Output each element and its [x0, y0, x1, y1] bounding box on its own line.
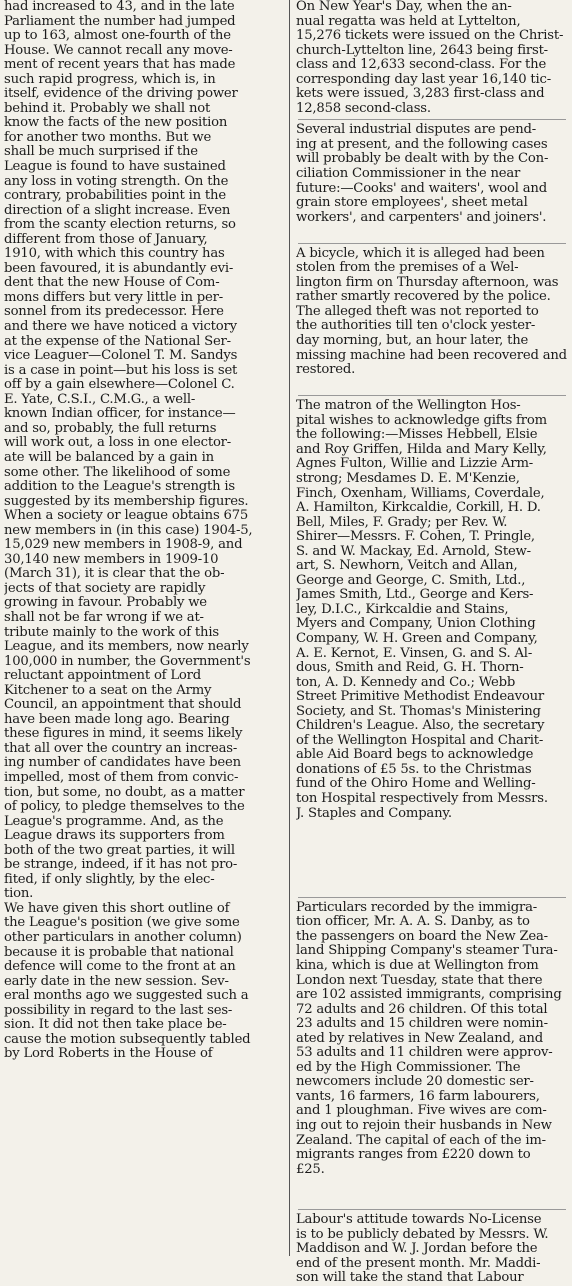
- text-line: by Lord Roberts in the House of: [4, 1047, 213, 1062]
- text-line: art, S. Newhorn, Veitch and Allan,: [296, 559, 518, 574]
- paragraph-disputes: [296, 123, 568, 239]
- text-line: fited, if only slightly, by the elec-: [4, 872, 215, 887]
- text-line: [296, 225, 568, 240]
- text-line: (March 31), it is clear that the ob-: [4, 567, 225, 582]
- text-line: Society, and St. Thomas's Ministering: [296, 704, 541, 719]
- text-line: ton, A. D. Kennedy and Co.; Webb: [296, 675, 516, 690]
- text-line: [4, 1062, 280, 1077]
- text-line: [296, 879, 568, 894]
- text-line: Finch, Oxenham, Williams, Coverdale,: [296, 486, 545, 501]
- text-line: mons differs but very little in per-: [4, 290, 223, 305]
- text-line: A. Hamilton, Kirkcaldie, Corkill, H. D.: [296, 501, 541, 516]
- text-line: end of the present month. Mr. Maddi-: [296, 1256, 541, 1271]
- text-line: will work out, a loss in one elector-: [4, 436, 232, 451]
- text-line: Labour's attitude towards No-License: [296, 1213, 542, 1228]
- text-line: Particulars recorded by the immigra-: [296, 900, 537, 915]
- text-line: Agnes Fulton, Willie and Lizzie Arm-: [296, 457, 534, 472]
- text-line: ing number of candidates have been: [4, 756, 241, 771]
- text-line: ment of recent years that has made: [4, 58, 236, 73]
- text-line: and there we have noticed a victory: [4, 320, 237, 335]
- text-line: [4, 1178, 280, 1193]
- text-line: such rapid progress, which is, in: [4, 72, 216, 87]
- text-line: sion. It did not then take place be-: [4, 1018, 227, 1033]
- text-line: is a case in point—but his loss is set: [4, 363, 238, 378]
- text-line: tion officer, Mr. A. A. S. Danby, as to: [296, 915, 530, 930]
- text-line: donations of £5 5s. to the Christmas: [296, 762, 532, 777]
- text-line: some other. The likelihood of some: [4, 465, 231, 480]
- text-line: early date in the new session. Sev-: [4, 974, 229, 989]
- text-line: fund of the Ohiro Home and Welling-: [296, 777, 536, 792]
- text-line: class and 12,633 second-class. For the: [296, 58, 547, 73]
- column-rule: [289, 0, 290, 1256]
- text-line: up to 163, almost one-fourth of the: [4, 29, 231, 44]
- text-line: [296, 821, 568, 836]
- text-line: behind it. Probably we shall not: [4, 101, 211, 116]
- text-line: son will take the stand that Labour: [296, 1271, 524, 1286]
- text-line: House. We cannot recall any move-: [4, 43, 233, 58]
- text-line: and 1 ploughman. Five wives are com-: [296, 1104, 547, 1119]
- text-line: these figures in mind, it seems likely: [4, 727, 243, 742]
- text-line: off by a gain elsewhere—Colonel C.: [4, 378, 235, 393]
- text-line: On New Year's Day, when the an-: [296, 0, 512, 14]
- text-line: pital wishes to acknowledge gifts from: [296, 413, 547, 428]
- text-line: cause the motion subsequently tabled: [4, 1032, 251, 1047]
- text-line: church-Lyttelton line, 2643 being first-: [296, 43, 548, 58]
- text-line: Council, an appointment that should: [4, 698, 242, 713]
- text-line: When a society or league obtains 675: [4, 509, 249, 524]
- text-line: Children's League. Also, the secretary: [296, 719, 545, 734]
- text-line: League, and its members, now nearly: [4, 640, 249, 655]
- text-line: tribute mainly to the work of this: [4, 625, 219, 640]
- text-line: ate will be balanced by a gain in: [4, 450, 214, 465]
- paragraph-divider: [296, 116, 568, 123]
- text-line: S. and W. Mackay, Ed. Arnold, Stew-: [296, 544, 531, 559]
- text-line: 100,000 in number, the Government's: [4, 654, 251, 669]
- text-line: jects of that society are rapidly: [4, 581, 206, 596]
- text-line: of the Wellington Hospital and Charit-: [296, 733, 544, 748]
- text-line: known Indian officer, for instance—: [4, 407, 236, 422]
- text-line: and so, probably, the full returns: [4, 421, 217, 436]
- text-line: kina, which is due at Wellington from: [296, 959, 539, 973]
- text-line: suggested by its membership figures.: [4, 494, 249, 509]
- text-line: restored.: [296, 363, 356, 378]
- text-line: [4, 1164, 280, 1179]
- text-line: ed by the High Commissioner. The: [296, 1060, 521, 1075]
- text-line: 30,140 new members in 1909-10: [4, 552, 219, 567]
- text-line: 15,276 tickets were issued on the Christ-: [296, 29, 564, 44]
- text-line: [4, 1120, 280, 1135]
- text-line: George and George, C. Smith, Ltd.,: [296, 573, 526, 588]
- text-line: [296, 1192, 568, 1207]
- text-line: League is found to have sustained: [4, 160, 226, 175]
- text-line: be strange, indeed, if it has not pro-: [4, 858, 238, 873]
- text-line: land Shipping Company's steamer Tura-: [296, 944, 558, 959]
- text-line: the passengers on board the New Zea-: [296, 929, 548, 944]
- text-line: both of the two great parties, it will: [4, 843, 235, 858]
- text-line: reluctant appointment of Lord: [4, 669, 201, 684]
- text-line: able Aid Board begs to acknowledge: [296, 748, 534, 763]
- text-line: future:—Cooks' and waiters', wool and: [296, 181, 547, 196]
- text-line: League draws its supporters from: [4, 829, 225, 844]
- text-line: ciliation Commissioner in the near: [296, 167, 521, 182]
- paragraph-regatta: [296, 0, 568, 116]
- text-line: [4, 1207, 280, 1222]
- text-line: eral months ago we suggested such a: [4, 989, 249, 1004]
- text-line: the authorities till ten o'clock yester-: [296, 319, 536, 334]
- text-line: tion, but some, no doubt, as a matter: [4, 785, 245, 800]
- text-line: strong; Mesdames D. E. M'Kenzie,: [296, 471, 520, 486]
- text-line: 12,858 second-class.: [296, 101, 431, 116]
- text-line: dent that the new House of Com-: [4, 276, 220, 291]
- paragraph-divider: [296, 894, 568, 901]
- text-line: The alleged theft was not reported to: [296, 304, 539, 319]
- text-line: shall be much surprised if the: [4, 145, 198, 160]
- paragraph-bicycle: [296, 247, 568, 392]
- text-line: Several industrial disputes are pend-: [296, 123, 537, 138]
- text-line: stolen from the premises of a Wel-: [296, 261, 519, 276]
- text-line: grain store employees', sheet metal: [296, 196, 528, 211]
- text-line: Parliament the number had jumped: [4, 14, 236, 29]
- text-line: Bell, Miles, F. Grady; per Rev. W.: [296, 515, 508, 530]
- text-line: dous, Smith and Reid, G. H. Thorn-: [296, 661, 524, 676]
- text-line: Kitchener to a seat on the Army: [4, 683, 212, 698]
- text-line: workers', and carpenters' and joiners'.: [296, 210, 547, 225]
- text-line: [296, 378, 568, 393]
- text-line: Myers and Company, Union Clothing: [296, 617, 536, 632]
- text-line: had increased to 43, and in the late: [4, 0, 235, 14]
- text-line: [4, 1106, 280, 1121]
- text-line: [4, 1149, 280, 1164]
- paragraph-immigration: [296, 901, 568, 1206]
- right-column: [296, 0, 568, 1286]
- text-line: tion.: [4, 887, 34, 902]
- text-line: We have given this short outline of: [4, 901, 230, 916]
- text-line: itself, evidence of the driving power: [4, 87, 238, 102]
- paragraph-league: [4, 0, 280, 1091]
- text-line: nual regatta was held at Lyttelton,: [296, 14, 521, 29]
- text-line: ton Hospital respectively from Messrs.: [296, 791, 548, 806]
- paragraph-labour: [296, 1213, 568, 1286]
- text-line: contrary, probabilities point in the: [4, 189, 226, 204]
- text-line: new members in (in this case) 1904-5,: [4, 523, 253, 538]
- text-line: possibility in regard to the last ses-: [4, 1003, 233, 1018]
- text-line: is to be publicly debated by Messrs. W.: [296, 1227, 549, 1242]
- text-line: missing machine had been recovered and: [296, 348, 567, 363]
- text-line: [296, 865, 568, 880]
- text-line: [296, 836, 568, 851]
- text-line: Shirer—Messrs. F. Cohen, T. Pringle,: [296, 530, 535, 545]
- text-line: have been made long ago. Bearing: [4, 712, 230, 727]
- text-line: ing at present, and the following cases: [296, 137, 548, 152]
- paragraph-divider: [296, 240, 568, 247]
- text-line: [4, 1076, 280, 1091]
- text-line: different from those of January,: [4, 232, 208, 247]
- text-line: know the facts of the new position: [4, 116, 228, 131]
- text-line: 1910, with which this country has: [4, 247, 225, 262]
- text-line: Maddison and W. J. Jordan before the: [296, 1242, 538, 1257]
- text-line: growing in favour. Probably we: [4, 596, 207, 611]
- text-line: 53 adults and 11 children were approv-: [296, 1046, 553, 1061]
- text-line: lington firm on Thursday afternoon, was: [296, 275, 559, 290]
- text-line: will probably be dealt with by the Con-: [296, 152, 549, 167]
- text-line: vants, 16 farmers, 16 farm labourers,: [296, 1089, 540, 1104]
- text-line: The matron of the Wellington Hos-: [296, 399, 521, 414]
- left-column: [4, 0, 280, 1251]
- text-line: [296, 1177, 568, 1192]
- text-line: vice Leaguer—Colonel T. M. Sandys: [4, 349, 238, 364]
- text-line: newcomers include 20 domestic ser-: [296, 1075, 534, 1090]
- text-line: sonnel from its predecessor. Here: [4, 305, 224, 320]
- text-line: [4, 1193, 280, 1208]
- text-line: direction of a slight increase. Even: [4, 203, 231, 218]
- text-line: day morning, but, an hour later, the: [296, 334, 529, 349]
- text-line: [4, 1236, 280, 1251]
- text-line: ated by relatives in New Zealand, and: [296, 1031, 543, 1046]
- text-line: [4, 1091, 280, 1106]
- text-line: addition to the League's strength is: [4, 480, 235, 495]
- text-line: any loss in voting strength. On the: [4, 174, 229, 189]
- paragraph-divider: [296, 392, 568, 399]
- text-line: rather smartly recovered by the police.: [296, 290, 551, 305]
- text-line: Zealand. The capital of each of the im-: [296, 1133, 546, 1148]
- text-line: Street Primitive Methodist Endeavour: [296, 690, 544, 705]
- text-line: [4, 1222, 280, 1237]
- text-line: defence will come to the front at an: [4, 960, 236, 975]
- text-line: E. Yate, C.S.I., C.M.G., a well-: [4, 392, 196, 407]
- text-line: because it is probable that national: [4, 945, 234, 960]
- text-line: London next Tuesday, state that there: [296, 973, 543, 988]
- text-line: 72 adults and 26 children. Of this total: [296, 1002, 548, 1017]
- text-line: other particulars in another column): [4, 931, 242, 945]
- text-line: the League's position (we give some: [4, 916, 240, 931]
- text-line: 23 adults and 15 children were nomin-: [296, 1017, 548, 1032]
- text-line: of policy, to pledge themselves to the: [4, 800, 245, 815]
- text-line: A bicycle, which it is alleged had been: [296, 246, 545, 261]
- text-line: ley, D.I.C., Kirkcaldie and Stains,: [296, 602, 509, 617]
- text-line: League's programme. And, as the: [4, 814, 224, 829]
- text-line: £25.: [296, 1162, 325, 1177]
- text-line: are 102 assisted immigrants, comprising: [296, 988, 562, 1003]
- text-line: kets were issued, 3,283 first-class and: [296, 87, 545, 102]
- text-line: the following:—Misses Hebbell, Elsie: [296, 428, 538, 443]
- paragraph-hospital: [296, 399, 568, 894]
- text-line: been favoured, it is abundantly evi-: [4, 261, 234, 276]
- text-line: at the expense of the National Ser-: [4, 334, 231, 349]
- paragraph-divider: [296, 1206, 568, 1213]
- text-line: that all over the country an increas-: [4, 741, 238, 756]
- text-line: shall not be far wrong if we at-: [4, 610, 204, 625]
- text-line: A. E. Kernot, E. Vinsen, G. and S. Al-: [296, 646, 533, 661]
- text-line: 15,029 new members in 1908-9, and: [4, 538, 243, 553]
- text-line: for another two months. But we: [4, 130, 212, 145]
- text-line: ing out to rejoin their husbands in New: [296, 1119, 552, 1134]
- text-line: migrants ranges from £220 down to: [296, 1148, 531, 1163]
- text-line: [296, 850, 568, 865]
- text-line: Company, W. H. Green and Company,: [296, 631, 538, 646]
- text-line: James Smith, Ltd., George and Kers-: [296, 588, 534, 603]
- text-line: from the scanty election returns, so: [4, 218, 236, 233]
- text-line: J. Staples and Company.: [296, 806, 452, 821]
- text-line: corresponding day last year 16,140 tic-: [296, 72, 551, 87]
- text-line: and Roy Griffen, Hilda and Mary Kelly,: [296, 442, 547, 457]
- paragraph-outline: [4, 1091, 280, 1251]
- text-line: [4, 1135, 280, 1150]
- text-line: impelled, most of them from convic-: [4, 770, 239, 785]
